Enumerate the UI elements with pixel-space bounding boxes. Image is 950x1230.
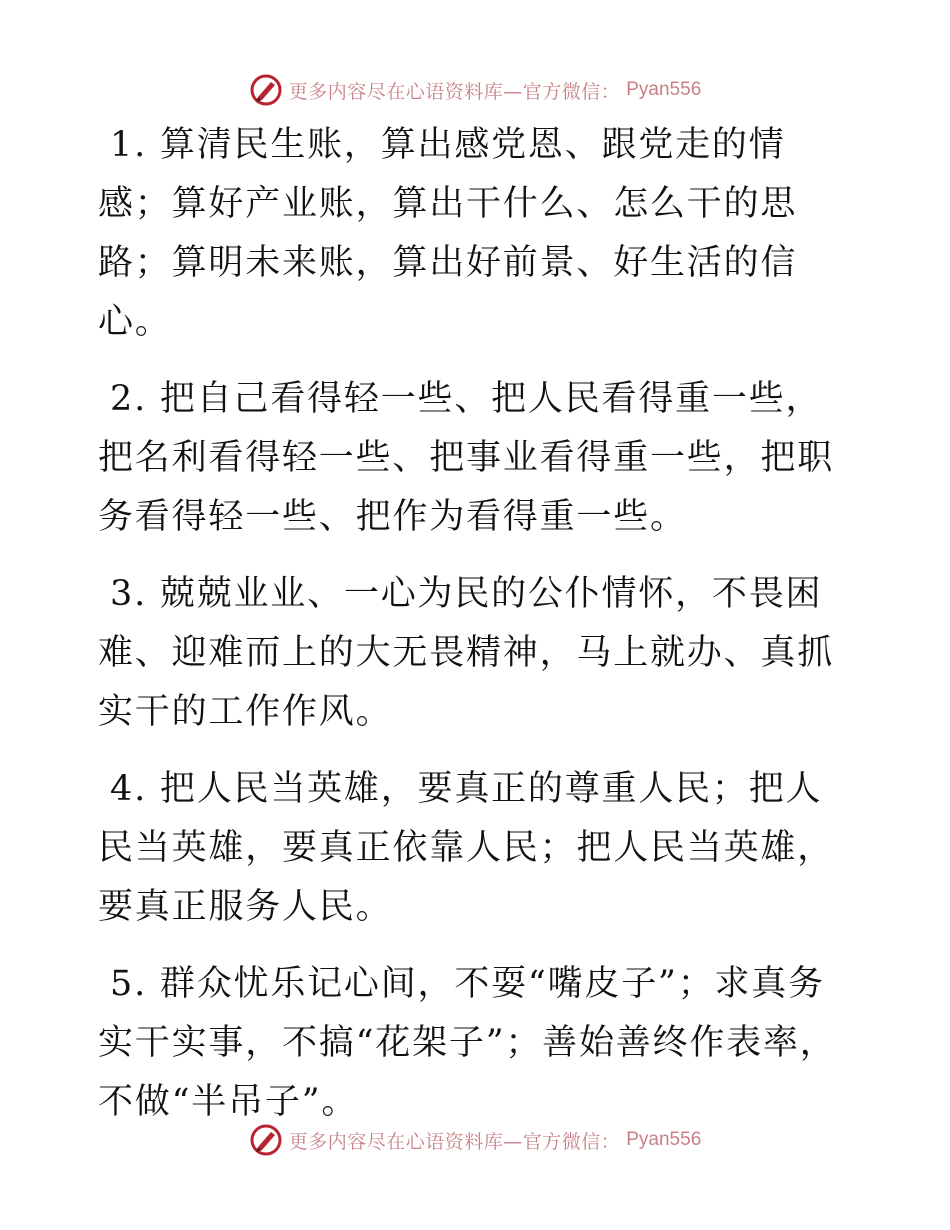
header-banner bbox=[0, 70, 950, 110]
paragraph-4: 4. 把人民当英雄，要真正的尊重人民；把人民当英雄，要真正依靠人民；把人民当英雄，要真正服务人民。 bbox=[98, 769, 835, 927]
footer-banner bbox=[0, 1120, 950, 1160]
banner-wechat-id: Pyan556 bbox=[626, 1129, 702, 1150]
paragraph-5: 5. 群众忧乐记心间，不耍“嘴皮子”；求真务实干实事，不搞“花架子”；善始善终作表率，不做“半吊子”。 bbox=[98, 964, 837, 1122]
banner-text: 更多内容尽在心语资料库—官方微信： bbox=[288, 80, 621, 103]
pen-circle-logo-icon bbox=[249, 1123, 283, 1157]
paragraph-2: 2. 把自己看得轻一些、把人民看得重一些，把名利看得轻一些、把事业看得重一些，把职务看得轻一些、把作为看得重一些。 bbox=[98, 379, 835, 537]
banner-text: 更多内容尽在心语资料库—官方微信： bbox=[288, 1130, 621, 1153]
document-body bbox=[98, 116, 858, 1150]
banner-wechat-id: Pyan556 bbox=[626, 79, 702, 100]
paragraph-1: 1. 算清民生账，算出感党恩、跟党走的情感；算好产业账，算出干什么、怎么干的思路；算明未来账，算出好前景、好生活的信心。 bbox=[98, 125, 798, 342]
paragraph-3: 3. 兢兢业业、一心为民的公仆情怀，不畏困难、迎难而上的大无畏精神，马上就办、真抓实干的工作作风。 bbox=[98, 574, 835, 732]
pen-circle-logo-icon bbox=[249, 73, 283, 107]
